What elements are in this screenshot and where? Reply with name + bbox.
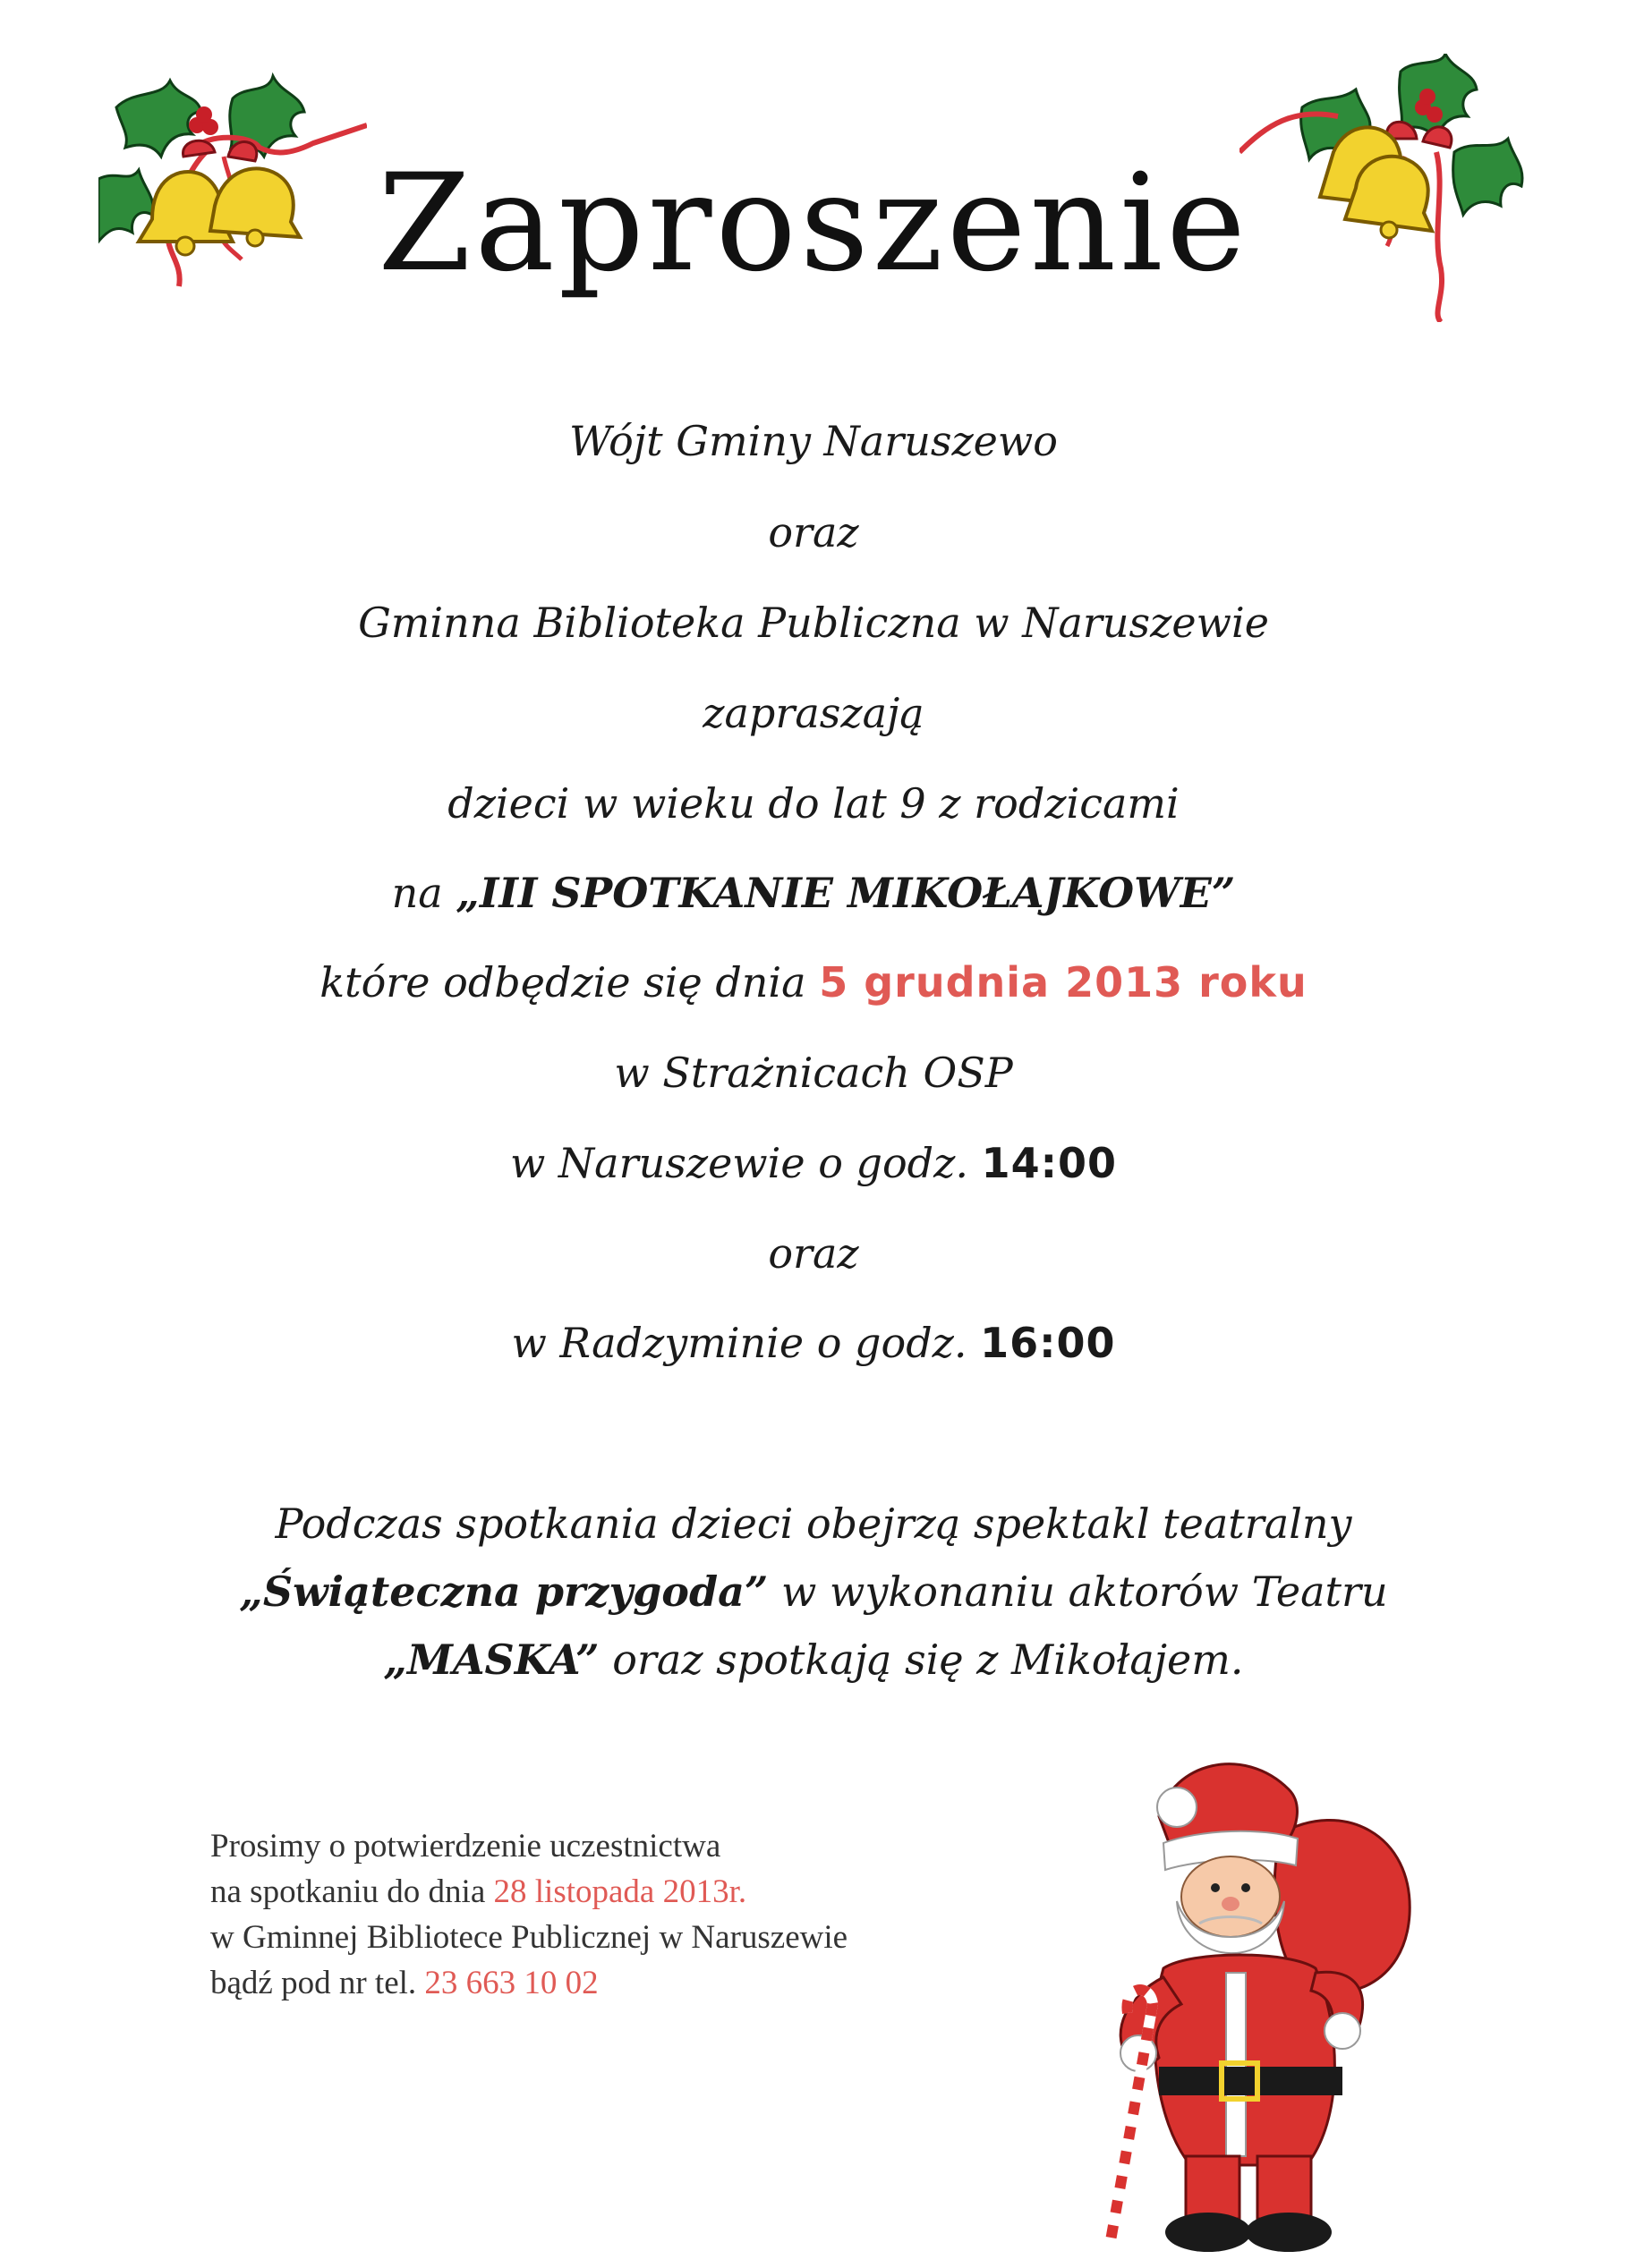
time-naruszewo-line <box>0 1139 1627 1187</box>
time-radzymin: 16:00 <box>980 1319 1116 1367</box>
rsvp-line-3: w Gminnej Bibliotece Publicznej w Naruszewie <box>210 1919 848 1956</box>
program-line-1: Podczas spotkania dzieci obejrzą spektakl teatralny <box>275 1499 1352 1548</box>
program-line-2-rest: w wykonaniu aktorów Teatru <box>768 1567 1388 1616</box>
time-radzymin-prefix: w Radzyminie o godz. <box>511 1319 981 1367</box>
event-date: 5 grudnia 2013 roku <box>819 958 1308 1007</box>
organizer-line: Wójt Gminy Naruszewo <box>569 417 1058 465</box>
program-line-3 <box>134 1626 1493 1694</box>
conjunction-line-2: oraz <box>768 1229 859 1278</box>
invitation-title: Zaproszenie <box>378 146 1249 302</box>
event-date-line <box>0 958 1627 1007</box>
theatre-name: „MASKA” <box>383 1635 600 1684</box>
event-name-prefix: na <box>391 869 456 917</box>
rsvp-line-1: Prosimy o potwierdzenie uczestnictwa <box>210 1828 721 1865</box>
rsvp-deadline: 28 listopada 2013r. <box>493 1873 747 1910</box>
phone-prefix: bądź pod nr tel. <box>210 1965 425 2001</box>
time-radzymin-line <box>0 1319 1627 1367</box>
time-naruszewo-prefix: w Naruszewie o godz. <box>509 1139 982 1187</box>
rsvp-line-2 <box>210 1869 1105 1915</box>
program-description <box>134 1490 1493 1694</box>
invite-verb-line: zapraszają <box>703 689 924 737</box>
play-title: „Świąteczna przygoda” <box>239 1567 769 1616</box>
program-line-3-rest: oraz spotkają się z Mikołajem. <box>599 1635 1244 1684</box>
venue-line: w Strażnicach OSP <box>614 1049 1013 1097</box>
time-naruszewo: 14:00 <box>981 1139 1118 1187</box>
event-name-line <box>0 869 1627 917</box>
rsvp-note <box>210 1823 1105 2006</box>
conjunction-line: oraz <box>768 508 859 556</box>
audience-line: dzieci w wieku do lat 9 z rodzicami <box>447 779 1180 828</box>
event-date-prefix: które odbędzie się dnia <box>319 958 820 1007</box>
phone-number: 23 663 10 02 <box>424 1965 599 2001</box>
rsvp-line-4 <box>210 1960 1105 2006</box>
santa-claus-illustration <box>1074 1745 1432 2264</box>
rsvp-deadline-prefix: na spotkaniu do dnia <box>210 1873 494 1910</box>
program-line-2 <box>134 1558 1493 1626</box>
event-name: „III SPOTKANIE MIKOŁAJKOWE” <box>456 869 1236 917</box>
library-line: Gminna Biblioteka Publiczna w Naruszewie <box>358 599 1269 647</box>
